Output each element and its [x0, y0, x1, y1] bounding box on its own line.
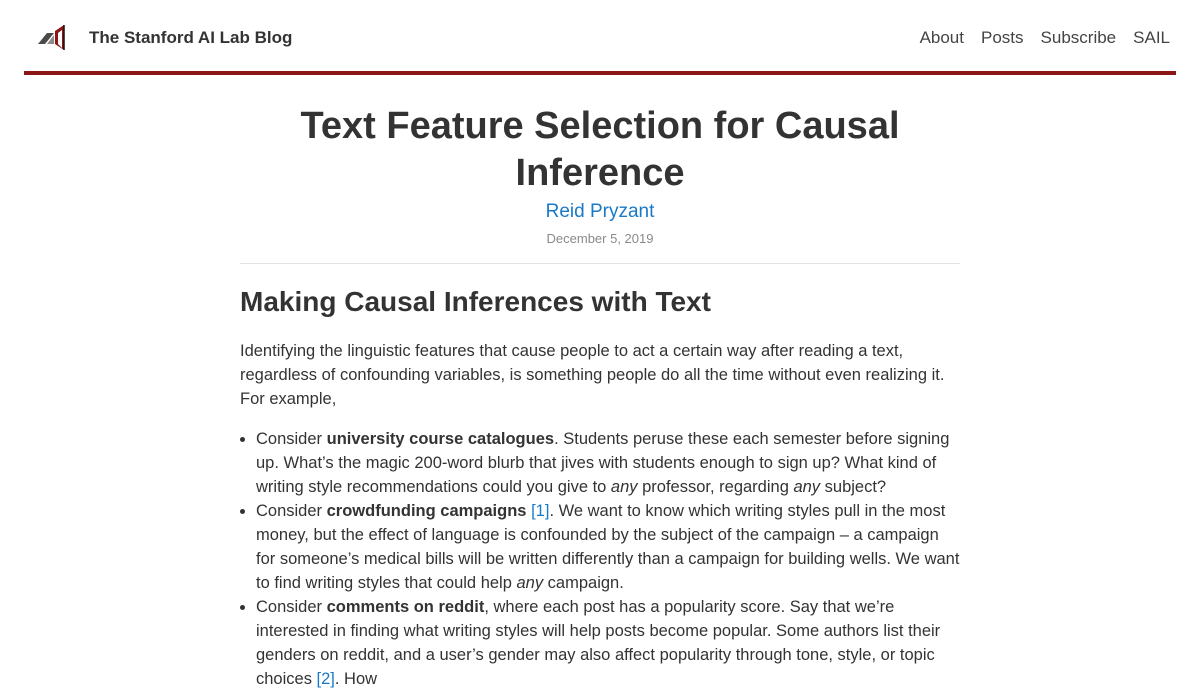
text: professor, regarding [637, 478, 794, 496]
nav-about[interactable]: About [919, 28, 964, 47]
text: . How [334, 670, 378, 688]
text: , where each post has a popularity score. Say that we’re interested in finding what writing styles will help posts become popular. Some authors list their genders on reddit, and a user’s gender may also affect popularity through tone, style, or topic choices [256, 598, 941, 688]
bold-term: comments on reddit [326, 598, 485, 616]
emphasis: any [610, 478, 638, 496]
header-divider [24, 71, 1176, 75]
post-title: Text Feature Selection for Causal Inference [300, 105, 900, 194]
nav-posts[interactable]: Posts [981, 28, 1024, 47]
bold-term: university course catalogues [326, 430, 555, 448]
text: Consider [256, 502, 327, 520]
nav-subscribe[interactable]: Subscribe [1040, 28, 1117, 47]
section-heading: Making Causal Inferences with Text [240, 286, 711, 317]
emphasis: any [516, 574, 544, 592]
text: campaign. [543, 574, 624, 592]
text: . We want to know which writing styles pull in the most money, but the effect of language is confounded by the subject of the campaign – a campaign for someone’s medical bills will be written differently than a campaign for building wells. We want to find writing styles that could help [256, 502, 960, 592]
post-date: December 5, 2019 [546, 231, 654, 246]
reference-link[interactable]: [1] [531, 502, 550, 520]
text: Consider [256, 598, 327, 616]
text: Consider [256, 430, 327, 448]
list-item [256, 427, 960, 499]
author-link[interactable]: Reid Pryzant [545, 201, 655, 222]
bold-term: crowdfunding campaigns [326, 502, 527, 520]
text: subject? [820, 478, 887, 496]
nav-sail[interactable]: SAIL [1133, 28, 1170, 47]
main-nav [920, 28, 1170, 48]
text: . Students peruse these each semester before signing up. What’s the magic 200-word blurb that jives with students enough to sign up? What kind of writing style recommendations could you give to [256, 430, 950, 496]
list-item [256, 595, 960, 691]
emphasis: any [793, 478, 821, 496]
post-header [240, 103, 960, 246]
site-header [24, 0, 1176, 72]
sail-logo-icon[interactable] [38, 23, 67, 51]
post-divider [240, 263, 960, 264]
intro-paragraph: Identifying the linguistic features that cause people to act a certain way after reading a text, regardless of confounding variables, is something people do all the time without even realizing it. For example, [240, 342, 945, 408]
list-item [256, 499, 960, 595]
reference-link[interactable]: [2] [316, 670, 335, 688]
example-list [240, 427, 960, 691]
site-title[interactable]: The Stanford AI Lab Blog [89, 28, 293, 47]
